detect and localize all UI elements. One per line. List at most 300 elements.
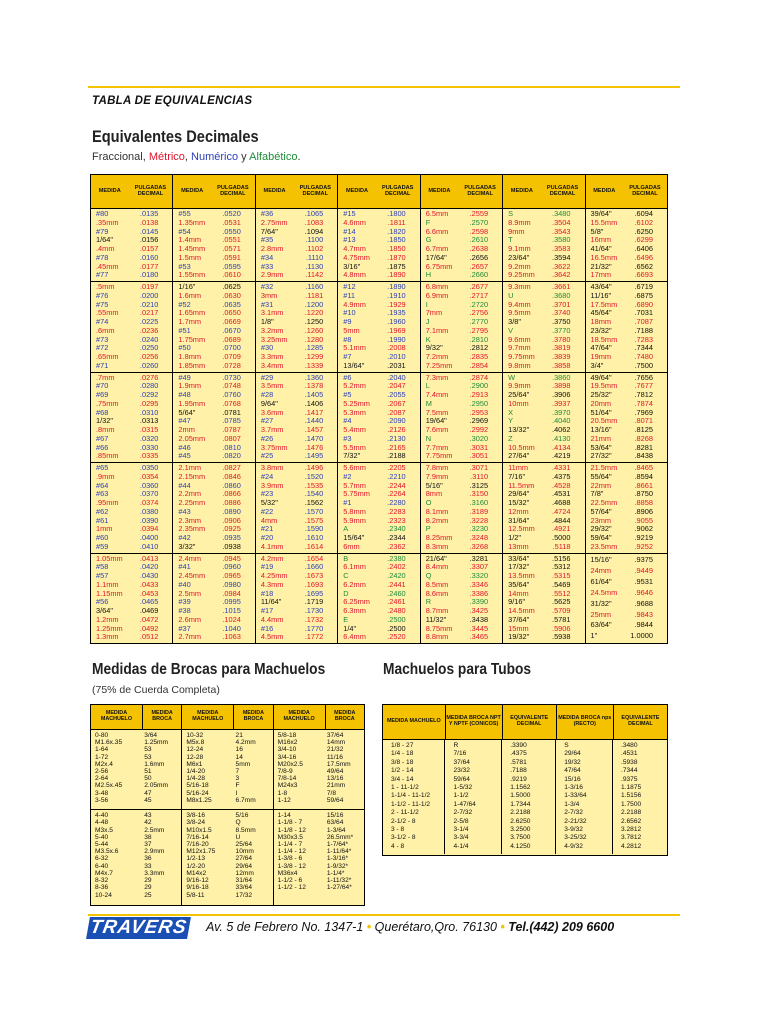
decimal-value: .3445 [469,623,489,633]
medida-value: #3 [343,433,352,443]
decimal-row [256,633,337,641]
medida-value: 5/8" [590,226,604,236]
brocas-row [95,827,181,834]
decimal-value: .1610 [304,533,324,543]
decimal-value: .0292 [139,390,159,400]
medida-value: 5.3mm [343,407,366,417]
medida-value: #33 [260,261,274,271]
broca-value: 15/16 [326,812,344,820]
medida-value: 4mm [260,515,278,525]
tubos-cell: 4.1250 [510,842,531,850]
decimal-value: .3543 [552,226,571,236]
machuelo-value: 1/2-20 [186,862,206,870]
medida-value: 8.8mm [425,632,449,642]
decimal-value: .1870 [387,252,406,262]
decimal-value: .0810 [222,442,241,452]
decimal-value: .1590 [304,524,324,534]
tubos-cell: 1-1/2 [453,792,469,800]
medida-value: 22.5mm [590,498,618,508]
header-medida: MEDIDA [593,187,616,194]
decimal-value: .3031 [469,442,489,452]
medida-value: 7.1mm [425,325,449,335]
medida-value: #45 [178,451,191,461]
medida-value: 2.3mm [178,515,202,525]
broca-value: 17.5mm [326,760,351,768]
decimal-header-group [503,175,585,208]
medida-value: #35 [260,235,274,245]
tubos-cell: .5938 [621,758,638,766]
decimal-value: .3750 [552,317,571,327]
broca-value: 3.3mm [144,869,165,877]
decimal-row [421,426,502,434]
decimal-row [91,543,172,551]
machuelo-value: 7/8-14 [277,775,297,783]
decimal-value: .2795 [469,325,489,335]
decimal-value: .0512 [139,632,159,642]
broca-value: 17/32 [235,891,253,899]
decimal-value: .1040 [222,623,241,633]
brocas-row [95,877,181,884]
tubos-cell: 59/64 [453,775,470,783]
decimal-value: .5000 [552,533,571,543]
medida-value: 5.25mm [343,398,370,408]
decimal-header-group [256,175,338,208]
medida-value: 7.4mm [425,390,449,400]
medida-value: 5.9mm [343,515,366,525]
decimal-column [256,209,338,643]
decimal-value: .1575 [304,515,324,525]
decimal-value: .0400 [139,533,159,543]
decimal-value: .0420 [139,562,159,572]
decimal-block [256,554,337,644]
decimal-value: .0374 [139,498,159,508]
decimal-row [91,452,172,460]
medida-value: #56 [96,597,109,607]
tubos-cell: .9375 [621,775,638,783]
decimal-value: .2570 [469,217,489,227]
decimal-value: .0225 [139,317,159,327]
medida-value: #74 [96,317,109,327]
medida-value: 1.9mm [178,381,202,391]
brocas-row [186,761,272,768]
machuelo-value: M10x1.5 [186,826,212,834]
medida-value: 9.5mm [508,308,531,318]
decimal-value: .8281 [634,442,653,452]
machuelo-value: 5/16-24 [186,789,209,797]
decimal-value: .0886 [222,498,241,508]
tubos-cell: 1-1/4 - 11-1/2 [391,792,431,800]
medida-value: #67 [96,433,109,443]
decimal-value: .3125 [469,480,489,490]
decimal-row [256,452,337,460]
decimal-value: .2677 [469,282,489,292]
machuelo-value: 4-48 [95,819,109,827]
decimal-value: .2362 [387,541,406,551]
tubos-cell: 1-33/64 [564,792,587,800]
medida-value: 21/32" [590,261,612,271]
medida-value: 18.5mm [590,334,618,344]
machuelo-value: M6x1 [186,760,203,768]
decimal-value: .0630 [222,290,241,300]
tubos-cell: .4375 [510,750,527,758]
decimal-value: .0571 [222,244,241,254]
decimal-value: .3622 [552,261,571,271]
tubos-cell: 1-3/4 [564,800,580,808]
medida-value: 39/64" [590,209,612,219]
tubos-cell: .3480 [621,742,638,749]
medida-value: 1.5mm [178,252,202,262]
decimal-column [91,209,173,643]
machuelo-value: M12x1.75 [186,848,216,856]
header-machuelo: MEDIDA MACHUELO [182,705,234,729]
machuelo-value: 1/4-20 [186,768,206,776]
decimal-value: .3160 [469,498,489,508]
tubos-column [502,740,556,854]
medida-value: 8.25mm [425,533,453,543]
decimal-value: .0135 [139,209,159,219]
decimal-value: .4688 [552,498,571,508]
medida-value: #32 [260,282,274,292]
medida-value: 6.5mm [425,209,449,219]
bullet-icon: • [500,920,505,934]
medida-value: 1.25mm [96,623,123,633]
decimal-value: .3346 [469,579,489,589]
decimal-row [421,362,502,370]
medida-value: #51 [178,325,191,335]
medida-value: G [425,235,432,245]
decimal-row [173,543,254,551]
decimal-value: .1654 [304,553,324,563]
decimal-value: .3320 [469,571,489,581]
decimal-value: .0390 [139,515,159,525]
medida-value: 13/32" [508,425,530,435]
brocas-group [182,730,273,905]
brocas-block [91,730,181,810]
medida-value: #47 [178,416,191,426]
decimal-value: .0360 [139,480,159,490]
medida-value: 9.3mm [508,282,531,292]
medida-value: 25mm [590,609,612,619]
decimal-block [338,282,419,373]
broca-value: 12mm [235,869,254,877]
broca-value: 53 [144,753,152,761]
brocas-row [278,797,364,804]
decimal-value: .7500 [634,360,653,370]
broca-value: 38 [144,833,152,841]
medida-value: 4.3mm [260,579,284,589]
brocas-row [186,754,272,761]
decimal-block [421,282,502,373]
brocas-row [186,768,272,775]
tubos-column [613,740,667,854]
decimal-row [586,567,667,575]
brocas-row [186,827,272,834]
medida-value: 1/32" [96,416,114,426]
decimal-value: .0531 [222,217,241,227]
decimal-value: .6496 [634,252,653,262]
decimal-value: .1250 [304,317,324,327]
decimal-value: .5156 [552,553,571,563]
decimal-table-header [91,175,667,209]
tubos-cell: 1-1/2 - 11-1/2 [391,800,431,808]
decimal-value: .1660 [304,562,324,572]
tubos-cell: 19/32 [564,758,581,766]
broca-value: 37/64 [326,732,344,739]
brocas-group [91,730,182,905]
decimal-value: .0160 [139,252,159,262]
decimal-value: .3839 [552,352,571,362]
decimal-value: .3819 [552,343,571,353]
medida-value: #34 [260,252,274,262]
decimal-row [586,621,667,629]
machuelo-value: 3-48 [95,789,109,797]
medida-value: #12 [343,282,356,292]
decimal-value: .3110 [470,471,489,481]
decimal-header-group [421,175,503,208]
medida-value: 2.15mm [178,471,206,481]
broca-value: 63/64 [326,819,344,827]
decimal-value: .0310 [139,407,159,417]
machuelo-value: M8x1.25 [186,796,212,804]
decimal-row [338,517,419,525]
header-rule [88,86,680,88]
decimal-value: .0138 [139,217,159,227]
medida-value: 25/32" [590,390,612,400]
brocas-row [186,870,272,877]
decimal-row [503,283,584,291]
decimal-value: .9843 [634,609,653,619]
medida-value: #64 [96,480,109,490]
machuelo-value: M36x4 [277,869,298,877]
tubos-head-eq2: EQUIVALENTE DECIMAL [621,715,660,727]
decimal-row [91,362,172,370]
decimal-value: .3970 [552,407,571,417]
machuelo-value: 6-32 [95,855,109,863]
brocas-table-body [91,730,364,905]
machuelo-value: M14x2 [186,869,207,877]
brocas-row [95,870,181,877]
decimal-block [91,282,172,373]
decimal-value: .1772 [304,632,324,642]
medida-value: 15/64" [343,533,365,543]
decimal-value: .2323 [387,515,406,525]
tubos-cell: 1.5000 [510,792,531,800]
medida-value: #9 [343,317,352,327]
decimal-value: .1142 [305,270,324,280]
decimal-value: .8750 [634,489,653,499]
decimal-value: .0256 [139,352,159,362]
medida-value: #29 [260,372,274,382]
decimal-value: .1496 [304,463,324,473]
decimal-value: .4375 [552,471,571,481]
medida-value: 3.7mm [260,425,284,435]
brocas-row [278,877,364,884]
medida-value: 1.05mm [96,553,123,563]
decimal-value: .0313 [139,416,159,426]
medida-value: 1.75mm [178,334,206,344]
header-medida: MEDIDA [510,187,533,194]
decimal-value: .2950 [469,398,489,408]
medida-value: N [425,433,432,443]
medida-value: 6.8mm [425,282,449,292]
broca-value: 25/64 [235,841,253,849]
brocas-row [186,855,272,862]
decimal-value: .3230 [469,524,489,534]
tubos-cell: 2.2188 [621,809,642,817]
header-machuelo: MEDIDA MACHUELO [91,705,143,729]
medida-value: 19.5mm [590,381,618,391]
decimal-column [421,209,503,643]
decimal-value: .0781 [222,407,241,417]
medida-value: #10 [343,308,356,318]
tubos-cell: 1-3/16 [564,784,583,792]
medida-value: #44 [178,480,191,490]
decimal-value: .6875 [634,290,653,300]
decimal-column [173,209,255,643]
decimal-value: .7031 [634,308,653,318]
broca-value: 29 [144,877,152,885]
medida-value: 21/64" [425,553,447,563]
decimal-value: .4531 [552,489,571,499]
brocas-block [91,810,181,905]
medida-value: #14 [343,226,356,236]
medida-value: 3.25mm [260,334,288,344]
medida-value: #72 [96,343,109,353]
brocas-row [278,761,364,768]
decimal-row [421,391,502,399]
medida-value: .7mm [96,372,115,382]
header-pulgadas: PULGADAS DECIMAL [382,184,414,197]
medida-value: 2.35mm [178,524,206,534]
machuelo-value: M2.5x.45 [95,782,123,790]
medida-value: 1.85mm [178,360,206,370]
header-pulgadas: PULGADAS DECIMAL [629,184,661,197]
decimal-value: .2598 [469,226,489,236]
decimal-value: .1181 [305,290,324,300]
medida-value: #18 [260,588,274,598]
decimal-value: .3281 [469,553,489,563]
tubos-table-body [383,740,667,854]
medida-value: 27/32" [590,451,612,461]
decimal-block [338,373,419,464]
decimal-row [421,563,502,571]
decimal-value: .0410 [139,541,159,551]
decimal-row [586,452,667,460]
medida-value: 59/64" [590,533,612,543]
machuelo-value: M3x.5 [95,826,113,834]
decimal-value: .1614 [304,541,324,551]
decimal-value: .4040 [552,416,571,426]
decimal-value: .2283 [387,506,406,516]
header-medida: MEDIDA [345,187,369,194]
tubos-heading: Machuelos para Tubos [383,661,532,678]
decimal-row [421,292,502,300]
brocas-row [95,746,181,753]
decimal-value: .1457 [304,425,324,435]
decimal-value: .1562 [304,498,324,508]
medida-value: 1.45mm [178,244,206,254]
medida-value: .5mm [96,282,115,292]
header-broca: MEDIDA BROCA [234,705,273,729]
medida-value: #24 [260,471,274,481]
broca-value: 16 [235,746,243,754]
decimal-row [503,452,584,460]
medida-value: .95mm [96,498,119,508]
medida-value: P [425,524,431,534]
decimal-row [421,374,502,382]
decimal-row [586,589,667,597]
broca-value: 49/64 [326,768,344,776]
decimal-value: .0980 [222,579,241,589]
broca-value: 1-11/64* [326,848,352,856]
decimal-row [91,271,172,279]
machuelo-value: 9/16-12 [186,877,209,885]
decimal-block [586,209,667,282]
medida-value: D [343,588,349,598]
decimal-value: .0730 [222,372,241,382]
decimal-value: .1063 [222,632,241,642]
decimal-value: .5709 [552,606,571,616]
medida-value: 11.5mm [508,480,535,490]
decimal-value: .2656 [469,252,489,262]
broca-value: 3/64 [144,732,158,739]
decimal-block [173,209,254,282]
medida-value: #30 [260,343,274,353]
broca-value: 1-3/16* [326,855,349,863]
brocas-row [278,790,364,797]
machuelo-value: 1-12 [277,796,291,804]
medida-value: 23mm [590,515,612,525]
medida-value: 9.4mm [508,299,531,309]
medida-value: 6.7mm [425,244,449,254]
decimal-row [503,426,584,434]
decimal-block [503,373,584,464]
medida-value: 1" [590,631,598,641]
broca-value: 33/64 [235,884,253,892]
header-medida: MEDIDA [263,187,286,194]
medida-value: 19/64" [425,416,447,426]
medida-value: 4.75mm [343,252,370,262]
tubos-cell: 1-47/64 [453,800,476,808]
decimal-value: .2090 [387,416,406,426]
decimal-column [338,209,420,643]
medida-value: 1.35mm [178,217,206,227]
decimal-value: .3583 [552,244,571,254]
medida-value: 2.45mm [178,571,206,581]
decimal-value: .0315 [139,425,159,435]
machuelo-value: 12-28 [186,753,204,761]
medida-value: 24.5mm [590,587,618,597]
decimal-value: .0625 [222,282,241,292]
machuelo-value: 2-64 [95,775,109,783]
machuelo-value: M24x3 [277,782,298,790]
decimal-block [503,554,584,644]
medida-value: #8 [343,334,352,344]
decimal-block [256,209,337,282]
medida-value: #43 [178,506,191,516]
broca-value: 1.6mm [144,760,165,768]
decimal-value: .0984 [222,588,241,598]
medida-value: 9mm [508,226,525,236]
machuelo-value: 10-24 [95,891,112,899]
machuelo-value: 5-40 [95,833,109,841]
decimal-value: .0280 [139,381,159,391]
decimal-value: .9844 [634,620,653,630]
brocas-row [186,790,272,797]
decimal-value: .3898 [552,381,571,391]
decimal-value: .2992 [469,425,489,435]
decimal-value: .3906 [552,390,571,400]
